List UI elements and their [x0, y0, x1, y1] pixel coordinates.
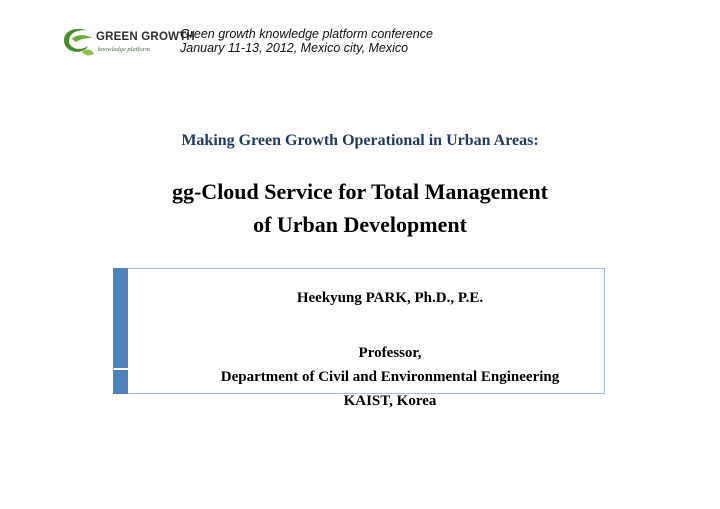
- slide-title-line-1: gg-Cloud Service for Total Management: [171, 179, 548, 204]
- logo-wordmark: GREEN GROWTH: [96, 31, 195, 43]
- conference-info: [180, 27, 433, 55]
- green-growth-logo: [58, 22, 195, 62]
- slide-title: [0, 175, 720, 241]
- author-name: Heekyung PARK, Ph.D., P.E.: [296, 290, 484, 306]
- author-position: Professor,: [358, 345, 422, 361]
- logo-tagline: knowledge platform: [98, 46, 150, 53]
- slide-title-line-2: of Urban Development: [253, 212, 467, 237]
- slide-subtitle: Making Green Growth Operational in Urban Areas:: [181, 132, 539, 149]
- conference-date-location: January 11-13, 2012, Mexico city, Mexico: [180, 41, 409, 55]
- conference-title: Green growth knowledge platform conference: [180, 27, 433, 41]
- author-institution: KAIST, Korea: [343, 393, 437, 409]
- author-affiliation: [110, 341, 670, 413]
- leaf-swirl-icon: [58, 22, 98, 62]
- author-department: Department of Civil and Environmental Engineering: [220, 369, 560, 385]
